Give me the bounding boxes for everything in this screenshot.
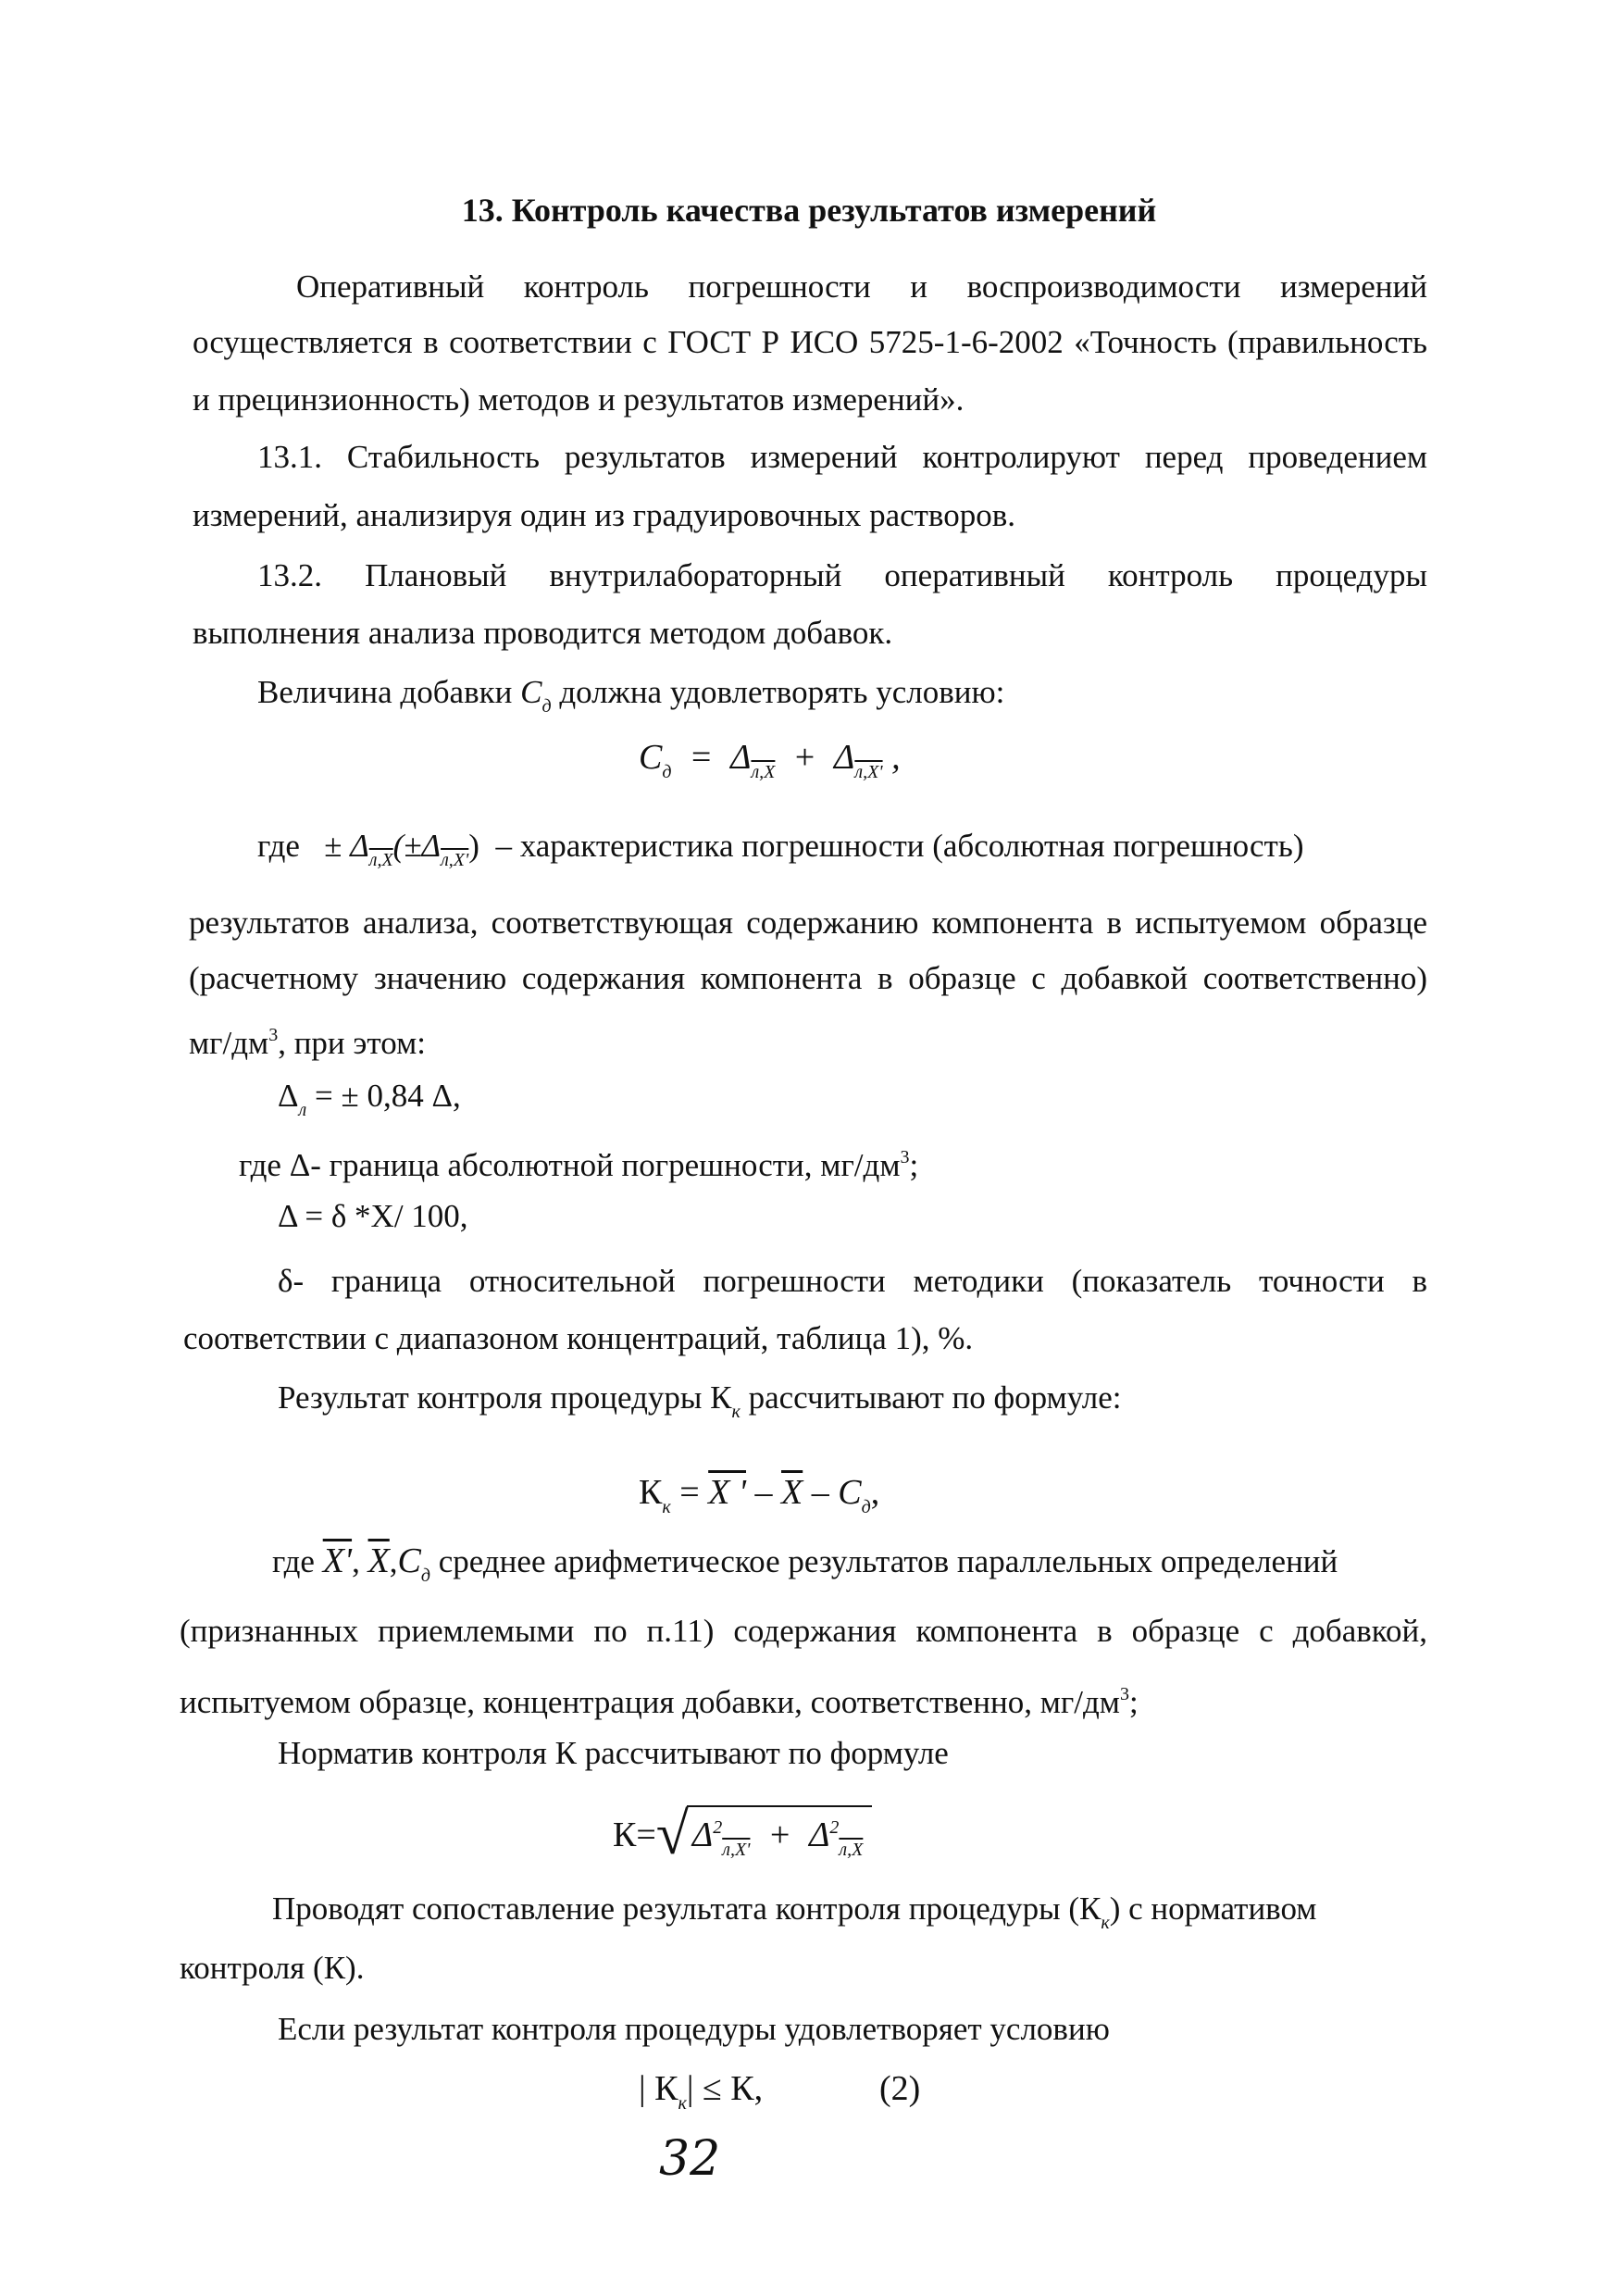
norm-line: Норматив контроля К рассчитывают по формуле — [278, 1735, 949, 1771]
formula-number: (2) — [879, 2069, 921, 2108]
f1-tail: , — [891, 738, 901, 777]
where1-d1-sub: л,X — [368, 850, 393, 870]
additive-symbol: C — [520, 674, 542, 710]
delta-def-sup: 3 — [900, 1147, 910, 1167]
f2-minus2: – — [811, 1473, 829, 1512]
where1-paren: (±Δ — [392, 828, 442, 864]
compare-pre: Проводят сопоставление результата контроля процедуры (К — [272, 1890, 1101, 1927]
f4-post: | ≤ К, — [686, 2069, 764, 2108]
kk-intro — [278, 1378, 1121, 1432]
delta-l-rhs: = ± 0,84 Δ, — [315, 1078, 461, 1114]
delta-def-post: ; — [909, 1147, 919, 1183]
delta-rel-line-2: соответствии с диапазоном концентраций, таблица 1), %. — [183, 1320, 974, 1356]
where1-line-3: (расчетному значению содержания компонента в образце с добавкой соответственно) — [189, 960, 1427, 996]
f3-t1: Δ — [691, 1816, 714, 1854]
condition-line: Если результат контроля процедуры удовлетворяет условию — [278, 2011, 1110, 2047]
f1-eq: = — [689, 738, 714, 777]
where2-word: где — [272, 1543, 315, 1579]
f2-c-sub: д — [861, 1497, 871, 1517]
intro-line-2: осуществляется в соответствии с ГОСТ Р ИСО 5725-1-6-2002 «Точность (правильность — [193, 324, 1427, 360]
f2-tail: , — [870, 1473, 880, 1512]
f1-lhs: C — [639, 738, 663, 777]
f3-t2-sub: л,X — [839, 1840, 864, 1860]
p13-2-line-1: 13.2. Плановый внутрилабораторный оперативный контроль процедуры — [257, 557, 1427, 593]
where2-line3-pre: испытуемом образце, концентрация добавки, соответственно, мг/дм — [180, 1684, 1120, 1720]
f1-t1: Δ — [730, 738, 752, 777]
f2-eq: = — [679, 1473, 700, 1512]
where1-rest: – характеристика погрешности (абсолютная погрешность) — [495, 828, 1304, 864]
section-title: 13. Контроль качества результатов измерений — [461, 192, 1157, 229]
formula-additive — [639, 737, 901, 792]
compare-line-1 — [272, 1889, 1427, 1943]
formula-condition — [639, 2068, 763, 2124]
where1-line-1 — [257, 826, 1427, 880]
where1-d1: Δ — [350, 828, 369, 864]
where2-var-c-sub: д — [420, 1566, 431, 1586]
additive-post: должна удовлетворять условию: — [559, 674, 1005, 710]
f3-lhs: К= — [613, 1816, 656, 1854]
formula-kk — [639, 1472, 879, 1528]
f4-sub: к — [678, 2093, 687, 2114]
f2-c: C — [838, 1473, 862, 1512]
delta-formula: Δ = δ *X/ 100, — [278, 1198, 468, 1234]
f3-t2-sup: 2 — [829, 1817, 840, 1838]
compare-post: ) с нормативом — [1109, 1890, 1317, 1927]
f3-t1-sup: 2 — [713, 1817, 723, 1838]
where1-word: где — [257, 828, 300, 864]
f3-t2: Δ — [809, 1816, 830, 1854]
f2-x2: $\overline{X}$ — [781, 1473, 803, 1512]
f2-lhs-sub: к — [662, 1497, 671, 1517]
where2-var-b: $\overline{X}$ — [367, 1541, 390, 1580]
where1-unit-sup: 3 — [268, 1025, 279, 1045]
kk-intro-sub: к — [731, 1402, 741, 1422]
delta-rel-line-1: δ- граница относительной погрешности методики (показатель точности в — [278, 1263, 1427, 1299]
where2-line-3 — [180, 1674, 1139, 1723]
kk-intro-post: рассчитывают по формуле: — [748, 1379, 1122, 1416]
where1-paren-close: ) — [468, 828, 479, 864]
additive-line — [257, 672, 1004, 727]
f4-pre: | К — [639, 2069, 678, 2108]
f2-lhs: К — [639, 1473, 663, 1512]
where2-var-c: C — [397, 1541, 421, 1580]
f1-plus: + — [792, 738, 817, 777]
f3-plus: + — [767, 1816, 792, 1854]
where2-line3-post: ; — [1128, 1684, 1139, 1720]
f3-radicand — [687, 1805, 872, 1870]
f1-lhs-sub: д — [662, 762, 672, 782]
delta-def-pre: где Δ- граница абсолютной погрешности, мг/дм — [239, 1147, 901, 1183]
compare-line-2: контроля (К). — [180, 1950, 365, 1986]
where1-pm: ± — [324, 828, 342, 864]
f3-t1-sub: л,X' — [722, 1840, 751, 1860]
where2-line-1: где X', $\overline{X},C_д$ среднее арифметическое результатов параллельных определений — [272, 1541, 1338, 1586]
compare-sub: к — [1101, 1913, 1110, 1933]
where1-d2-sub: л,X' — [441, 850, 469, 870]
delta-l-lhs-sub: л — [298, 1100, 307, 1120]
p13-1-line-1: 13.1. Стабильность результатов измерений контролируют перед проведением — [257, 439, 1427, 475]
where2-line-2: (признанных приемлемыми по п.11) содержания компонента в образце с добавкой, — [180, 1613, 1427, 1649]
f2-minus1: – — [754, 1473, 773, 1512]
page-number: 32 — [659, 2131, 721, 2187]
f3-root-sign: √ — [655, 1801, 689, 1866]
delta-definition — [239, 1137, 918, 1186]
intro-line-3: и прецинзионность) методов и результатов измерений». — [193, 381, 965, 418]
formula-k — [613, 1801, 872, 1870]
where1-line4-post: , при этом: — [278, 1025, 426, 1061]
where2-line3-sup: 3 — [1119, 1684, 1129, 1704]
intro-line-1: Оперативный контроль погрешности и воспроизводимости измерений — [296, 268, 1427, 305]
where1-unit: мг/дм — [189, 1025, 269, 1061]
kk-intro-pre: Результат контроля процедуры К — [278, 1379, 732, 1416]
where2-rest: среднее арифметическое результатов параллельных определений — [438, 1543, 1338, 1579]
f2-x1: X ' — [708, 1473, 746, 1512]
delta-l-lhs: Δ — [278, 1078, 299, 1114]
where2-var-a: X' — [322, 1541, 353, 1580]
delta-l-formula — [278, 1076, 461, 1130]
f1-t2: Δ — [834, 738, 855, 777]
p13-2-line-2: выполнения анализа проводится методом добавок. — [193, 615, 893, 651]
additive-pre: Величина добавки — [257, 674, 513, 710]
where1-line-2: результатов анализа, соответствующая содержанию компонента в испытуемом образце — [189, 905, 1427, 941]
where1-line-4 — [189, 1015, 426, 1064]
additive-symbol-sub: д — [541, 696, 552, 717]
f1-t2-sub: л,X' — [854, 762, 883, 782]
f1-t1-sub: л,X — [751, 762, 776, 782]
p13-1-line-2: измерений, анализируя один из градуировочных растворов. — [193, 497, 1015, 533]
